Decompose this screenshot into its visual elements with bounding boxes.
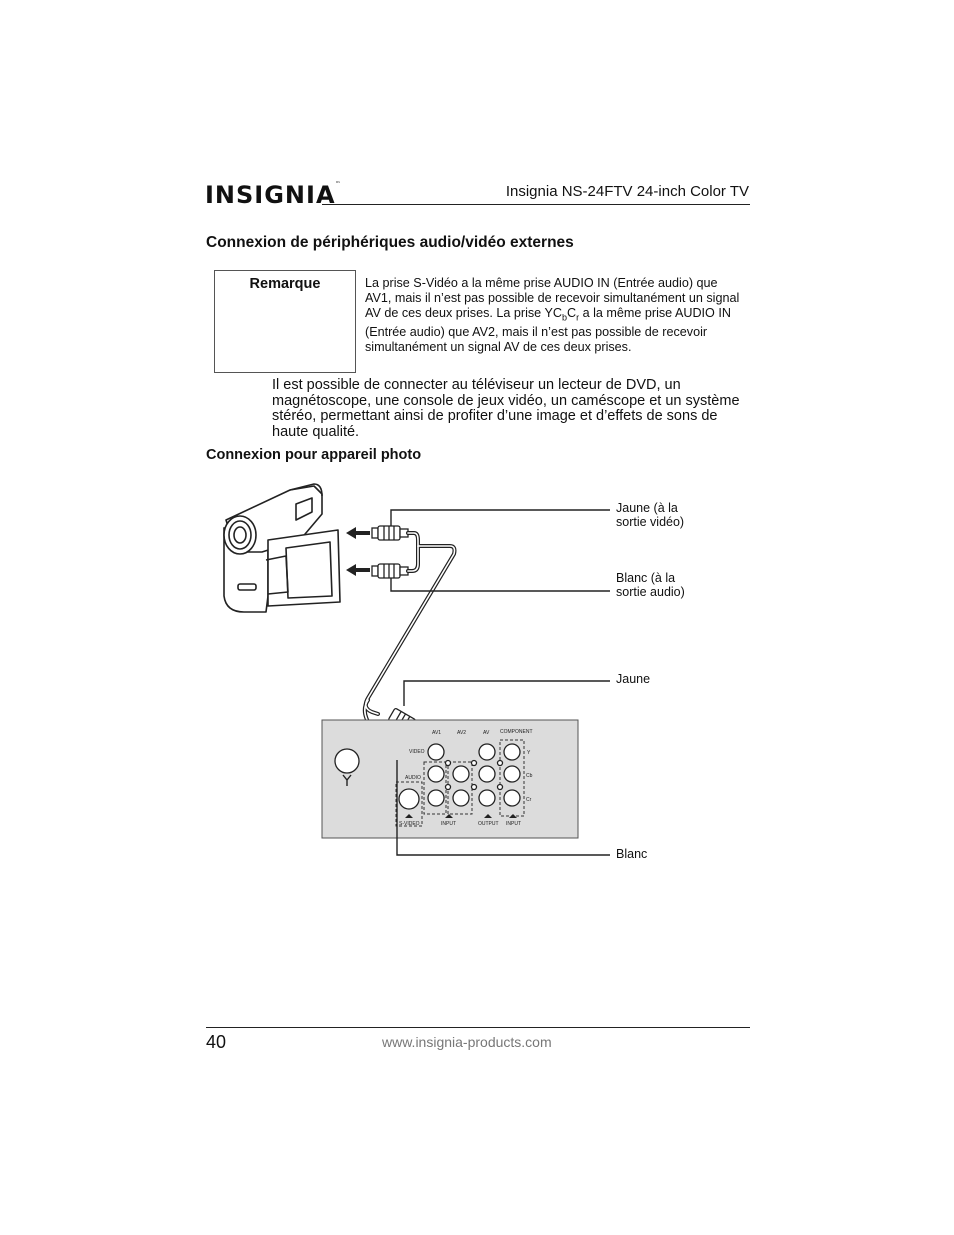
panel-label-component: COMPONENT bbox=[500, 729, 533, 735]
panel-label-output: OUTPUT bbox=[478, 821, 499, 827]
note-label: Remarque bbox=[249, 276, 321, 292]
arrow-icon bbox=[346, 527, 370, 576]
footer-rule bbox=[206, 1027, 750, 1028]
callout-white: Blanc bbox=[616, 847, 648, 861]
rca-plug-icon bbox=[372, 526, 408, 578]
panel-label-input: INPUT bbox=[506, 821, 521, 827]
panel-label-svideo: S-VIDEO bbox=[399, 821, 420, 827]
subsection-title: Connexion pour appareil photo bbox=[206, 447, 422, 463]
panel-label-av: AV bbox=[483, 730, 490, 736]
callout-yellow-out: Jaune (à la bbox=[616, 501, 678, 515]
document-title: Insignia NS-24FTV 24-inch Color TV bbox=[505, 183, 749, 200]
note-text: La prise S-Vidéo a la même prise AUDIO IN (Entrée audio) que AV1, mais il n’est pas possible de recevoir simultanément un signal AV de ces deux prises. La prise $YC_bC_r$ a la même prise AUDIO IN (Entrée audio) que AV2, mais il n’est pas possible de recevoir simultanément un signal AV de ces deux prises. bbox=[365, 276, 740, 354]
callout-white-out: sortie audio) bbox=[616, 585, 685, 599]
section-title: Connexion de périphériques audio/vidéo externes bbox=[206, 234, 574, 251]
page-number: 40 bbox=[206, 1032, 227, 1052]
panel-label-cr: Cr bbox=[526, 797, 532, 803]
callout-yellow: Jaune bbox=[616, 672, 651, 686]
panel-label-cb: Cb bbox=[526, 773, 533, 779]
callout-white-out: Blanc (à la bbox=[616, 571, 676, 585]
panel-label-y: Y bbox=[527, 750, 531, 756]
panel-label-av1: AV1 bbox=[432, 730, 442, 736]
insignia-logo: INSIGNIA™ bbox=[205, 181, 342, 209]
camcorder-icon bbox=[224, 484, 340, 612]
panel-label-input: INPUT bbox=[441, 821, 456, 827]
body-paragraph: Il est possible de connecter au téléviseur un lecteur de DVD, un magnétoscope, une console de jeux vidéo, un caméscope et un système stéréo, permettant ainsi de profiter d’une image et d’effets de sons de haute qualité. bbox=[272, 377, 740, 440]
callout-yellow-out: sortie vidéo) bbox=[616, 515, 685, 529]
panel-label-audio: AUDIO bbox=[405, 775, 421, 781]
panel-label-av2: AV2 bbox=[457, 730, 467, 736]
panel-label-video: VIDEO bbox=[409, 749, 425, 755]
av-cable bbox=[365, 533, 455, 738]
footer-url: www.insignia-products.com bbox=[382, 1034, 552, 1050]
